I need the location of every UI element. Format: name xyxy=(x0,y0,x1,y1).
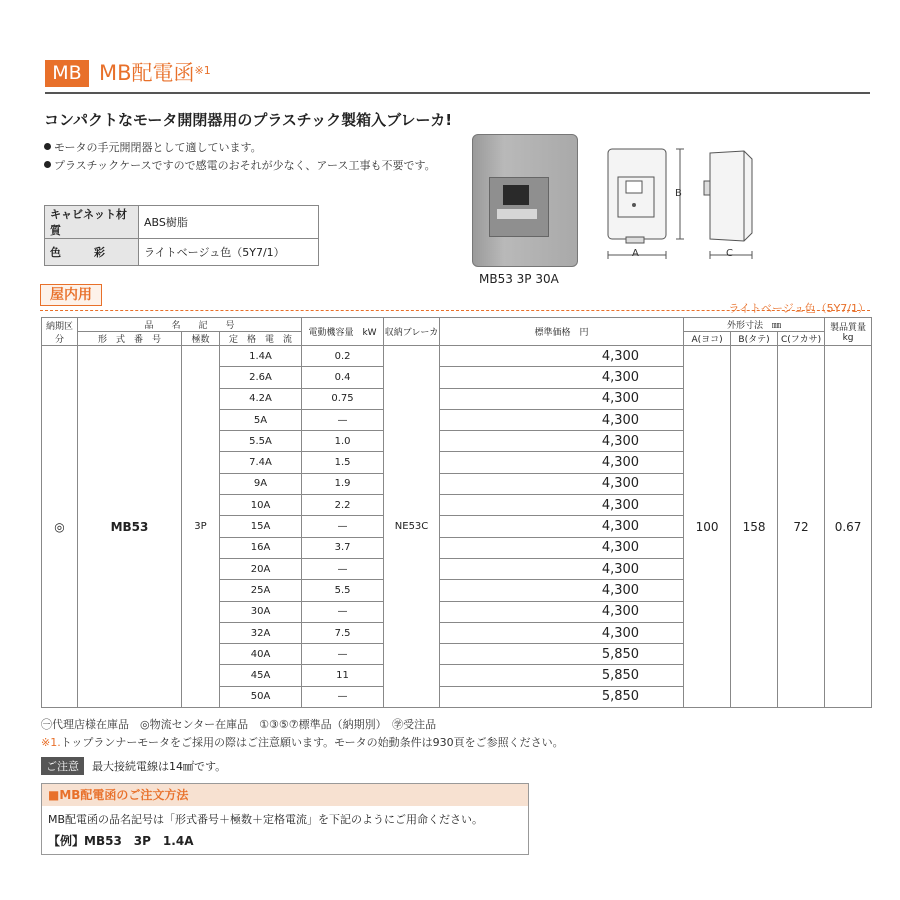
cell-price: 4,300 xyxy=(440,346,684,367)
dim-label-a: A xyxy=(632,248,639,259)
cell-current: 9A xyxy=(220,473,302,494)
cell-price: 4,300 xyxy=(440,516,684,537)
header-row xyxy=(42,318,872,332)
spec-row xyxy=(45,206,319,239)
bullet-dot-icon xyxy=(44,143,51,150)
cell-price: 4,300 xyxy=(440,537,684,558)
order-instruction: MB配電函の品名記号は「形式番号＋極数＋定格電流」を下記のようにご用命ください。 xyxy=(48,813,484,826)
col-header-hinmei: 品 名 記 号 xyxy=(78,318,302,332)
cell-dim-c: 72 xyxy=(778,346,825,708)
cell-price: 4,300 xyxy=(440,601,684,622)
cell-price: 4,300 xyxy=(440,367,684,388)
col-header-dim-b: B(タテ) xyxy=(731,332,778,346)
title-footnote-mark: ※1 xyxy=(194,64,211,77)
stock-legend: ㊀代理店様在庫品 ◎物流センター在庫品 ①③⑤⑦標準品（納期別） ㊫受注品 xyxy=(41,718,437,731)
color-note: ライトベージュ色（5Y7/1） xyxy=(728,302,869,315)
cell-motor: 11 xyxy=(302,665,384,686)
series-badge: MB xyxy=(45,60,89,87)
col-header-price: 標準価格 円 xyxy=(440,318,684,346)
spec-row xyxy=(45,239,319,266)
cell-motor: 2.2 xyxy=(302,495,384,516)
col-header-kyokusu: 極数 xyxy=(182,332,220,346)
lead-text: コンパクトなモータ開閉器用のプラスチック製箱入ブレーカ! xyxy=(44,111,453,129)
caution xyxy=(41,757,226,775)
table-body xyxy=(42,346,872,708)
cell-dim-a: 100 xyxy=(684,346,731,708)
cell-motor: 3.7 xyxy=(302,537,384,558)
cell-current: 40A xyxy=(220,644,302,665)
cell-nouki: ◎ xyxy=(42,346,78,708)
cell-price: 5,850 xyxy=(440,686,684,707)
cell-motor: 0.75 xyxy=(302,388,384,409)
breaker-switch xyxy=(503,185,529,205)
cell-current: 20A xyxy=(220,558,302,579)
page-title: MB配電函$^{※1}$ xyxy=(99,61,211,85)
col-header-dims: 外形寸法 ㎜ xyxy=(684,318,825,332)
dim-label-b: B xyxy=(675,188,682,199)
order-example: 【例】MB53 3P 1.4A xyxy=(48,834,194,848)
col-header-mass: 製品質量 kg xyxy=(825,318,872,346)
product-table xyxy=(41,317,872,708)
cell-motor: — xyxy=(302,516,384,537)
cell-current: 5A xyxy=(220,409,302,430)
spec-value: ABS樹脂 xyxy=(139,206,319,239)
cell-price: 5,850 xyxy=(440,665,684,686)
cell-motor: 1.5 xyxy=(302,452,384,473)
cell-motor: — xyxy=(302,409,384,430)
cell-current: 4.2A xyxy=(220,388,302,409)
cell-current: 45A xyxy=(220,665,302,686)
cell-price: 4,300 xyxy=(440,580,684,601)
spec-key: キャビネット材質 xyxy=(45,206,139,239)
breaker-label-plate xyxy=(497,209,537,219)
spec-table xyxy=(44,205,319,266)
spec-key: 色 彩 xyxy=(45,239,139,266)
cell-current: 10A xyxy=(220,495,302,516)
cell-price: 4,300 xyxy=(440,452,684,473)
cell-motor: 7.5 xyxy=(302,622,384,643)
product-photo xyxy=(472,134,578,267)
col-header-nouki: 納期区分 xyxy=(42,318,78,346)
photo-caption: MB53 3P 30A xyxy=(479,272,559,286)
section-label-indoor: 屋内用 xyxy=(40,284,102,306)
cell-motor: 5.5 xyxy=(302,580,384,601)
spec-value: ライトベージュ色（5Y7/1） xyxy=(139,239,319,266)
cell-motor: 0.4 xyxy=(302,367,384,388)
cell-price: 4,300 xyxy=(440,558,684,579)
cell-dim-b: 158 xyxy=(731,346,778,708)
cell-price: 4,300 xyxy=(440,473,684,494)
cell-price: 5,850 xyxy=(440,644,684,665)
footnote-text: トップランナーモータをご採用の際はご注意願います。モータの始動条件は930頁をご参照ください。 xyxy=(60,736,564,749)
cell-motor: 1.0 xyxy=(302,431,384,452)
feature-bullet: モータの手元開閉器として適しています。 xyxy=(44,139,262,155)
front-view-drawing xyxy=(600,145,692,263)
cell-poles: 3P xyxy=(182,346,220,708)
caution-text: 最大接続電線は14㎟です。 xyxy=(92,760,227,773)
col-header-dim-c: C(フカサ) xyxy=(778,332,825,346)
order-title: ■MB配電函のご注文方法 xyxy=(42,784,528,806)
cell-current: 1.4A xyxy=(220,346,302,367)
cell-motor: 0.2 xyxy=(302,346,384,367)
order-method-box xyxy=(41,783,529,855)
cell-motor: — xyxy=(302,686,384,707)
feature-bullet: プラスチックケースですので感電のおそれが少なく、アース工事も不要です。 xyxy=(44,157,436,173)
cell-motor: 1.9 xyxy=(302,473,384,494)
cell-model: MB53 xyxy=(78,346,182,708)
cell-current: 25A xyxy=(220,580,302,601)
col-header-keishiki: 形 式 番 号 xyxy=(78,332,182,346)
cell-current: 5.5A xyxy=(220,431,302,452)
footnote-mark: ※1. xyxy=(41,736,61,749)
table-row xyxy=(42,346,872,367)
cell-price: 4,300 xyxy=(440,622,684,643)
cell-current: 15A xyxy=(220,516,302,537)
col-header-teikaku: 定 格 電 流 xyxy=(220,332,302,346)
cell-price: 4,300 xyxy=(440,388,684,409)
cell-current: 50A xyxy=(220,686,302,707)
col-header-dim-a: A(ヨコ) xyxy=(684,332,731,346)
col-header-motor: 電動機容量 kW xyxy=(302,318,384,346)
footnote xyxy=(41,734,564,750)
dim-label-c: C xyxy=(726,248,733,259)
cell-current: 16A xyxy=(220,537,302,558)
page-header xyxy=(45,58,870,94)
cell-motor: — xyxy=(302,644,384,665)
cell-price: 4,300 xyxy=(440,495,684,516)
cell-motor: — xyxy=(302,558,384,579)
cell-current: 7.4A xyxy=(220,452,302,473)
caution-tag: ご注意 xyxy=(41,757,84,775)
cell-current: 2.6A xyxy=(220,367,302,388)
cell-current: 30A xyxy=(220,601,302,622)
cell-breaker: NE53C xyxy=(384,346,440,708)
col-header-breaker: 収納ブレーカ xyxy=(384,318,440,346)
bullet-dot-icon xyxy=(44,161,51,168)
cell-motor: — xyxy=(302,601,384,622)
side-view-drawing xyxy=(700,145,770,263)
cell-price: 4,300 xyxy=(440,409,684,430)
cell-price: 4,300 xyxy=(440,431,684,452)
cell-mass: 0.67 xyxy=(825,346,872,708)
cell-current: 32A xyxy=(220,622,302,643)
